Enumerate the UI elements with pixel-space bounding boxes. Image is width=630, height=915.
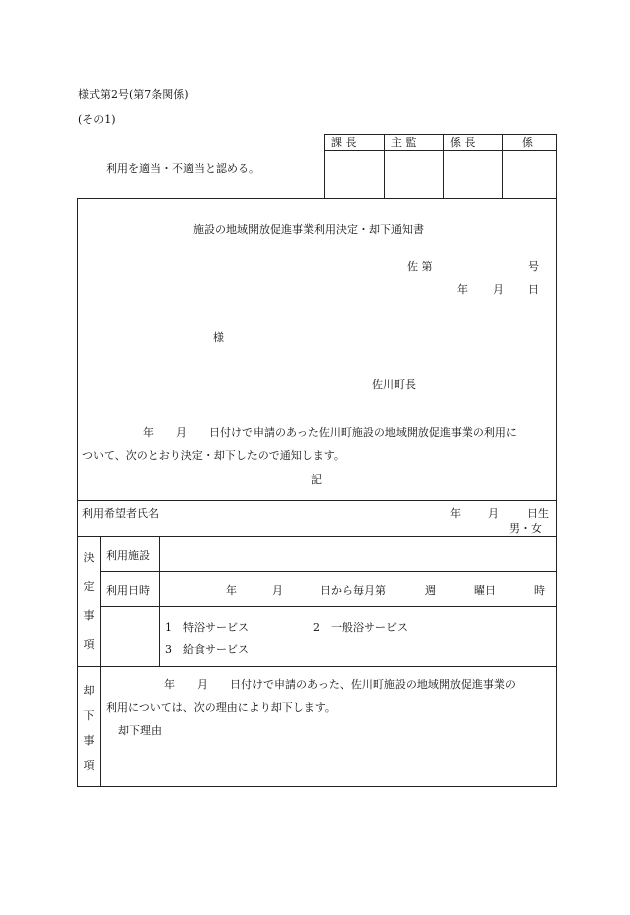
stamp-header-staff: 係	[522, 136, 533, 149]
rejection-section-char-1: 却	[83, 684, 95, 697]
facility-label: 利用施設	[106, 549, 150, 562]
decision-section-char-1: 決	[83, 551, 95, 564]
service-option-3: 3 給食サービス	[165, 643, 249, 656]
service-option-2: 2 一般浴サービス	[313, 621, 408, 634]
form-number: 様式第2号(第7条関係)	[78, 88, 189, 101]
form-sub-number: (その1)	[78, 113, 116, 126]
datetime-month: 月	[272, 584, 283, 597]
applicant-birth-day: 日生	[527, 507, 549, 520]
approval-statement: 利用を適当・不適当と認める。	[106, 162, 260, 175]
stamp-header-section-chief: 課 長	[331, 136, 357, 149]
datetime-weekday: 曜日	[474, 584, 496, 597]
rejection-line-2: 利用については、次の理由により却下します。	[106, 701, 336, 714]
datetime-hour: 時	[534, 584, 545, 597]
notice-number-suffix: 号	[528, 260, 539, 273]
service-option-1: 1 特浴サービス	[165, 621, 249, 634]
stamp-header-supervisor: 主 監	[391, 136, 417, 149]
applicant-gender: 男・女	[509, 522, 542, 535]
notice-date-day: 日	[528, 283, 539, 296]
datetime-from: 日から毎月第	[320, 584, 386, 597]
notice-body-line-1: 年 月 日付けで申請のあった佐川町施設の地域開放促進事業の利用に	[143, 426, 517, 439]
datetime-week: 週	[425, 584, 436, 597]
addressee-suffix: 様	[213, 331, 224, 344]
rejection-section-char-2: 下	[83, 709, 95, 722]
rejection-line-1: 年 月 日付けで申請のあった、佐川町施設の地域開放促進事業の	[164, 678, 516, 691]
decision-section-char-3: 事	[83, 609, 95, 622]
rejection-reason-label: 却下理由	[118, 724, 162, 737]
rejection-section-char-4: 項	[83, 759, 95, 772]
issuer-name: 佐川町長	[372, 378, 416, 391]
applicant-name-label: 利用希望者氏名	[82, 507, 159, 520]
decision-section-char-2: 定	[83, 580, 95, 593]
stamp-header-subsection-chief: 係 長	[450, 136, 476, 149]
datetime-year: 年	[226, 584, 237, 597]
applicant-birth-month: 月	[488, 507, 499, 520]
notice-number-prefix: 佐 第	[407, 260, 433, 273]
datetime-label: 利用日時	[106, 584, 150, 597]
rejection-section-char-3: 事	[83, 734, 95, 747]
notice-date-month: 月	[493, 283, 504, 296]
notice-ki: 記	[311, 473, 322, 486]
notice-title: 施設の地域開放促進事業利用決定・却下通知書	[193, 223, 424, 236]
applicant-birth-year: 年	[450, 507, 461, 520]
notice-body-line-2: ついて、次のとおり決定・却下したので通知します。	[82, 449, 345, 462]
notice-date-year: 年	[457, 283, 468, 296]
decision-section-char-4: 項	[83, 638, 95, 651]
